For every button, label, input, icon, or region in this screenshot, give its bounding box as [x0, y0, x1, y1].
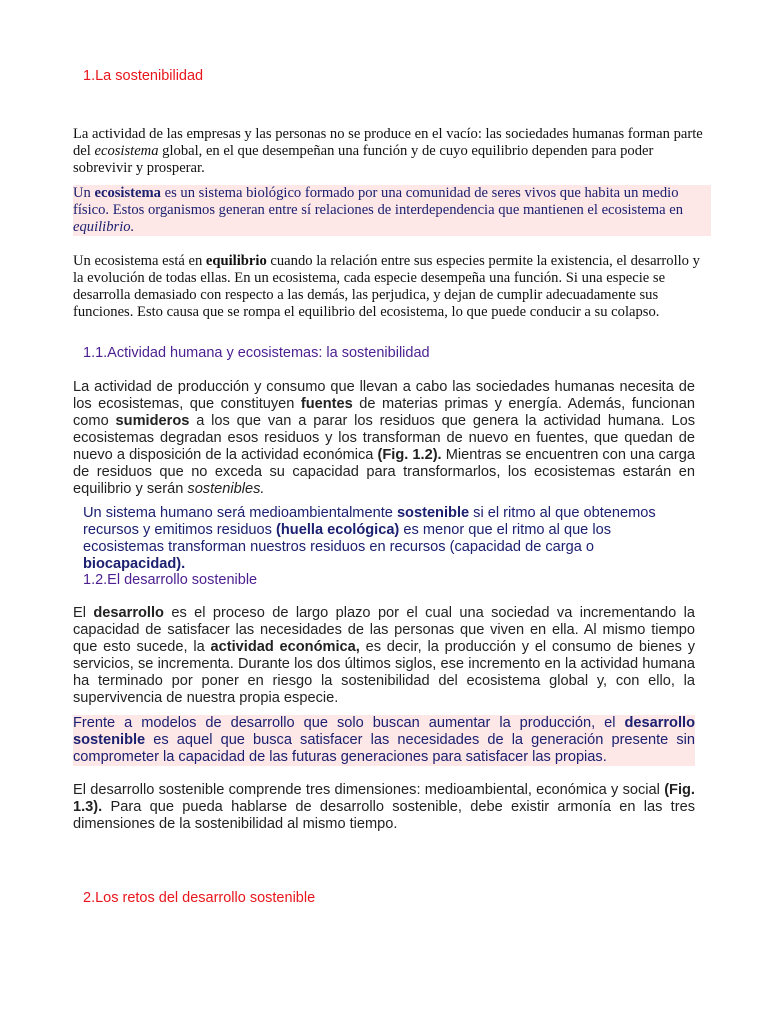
- highlight-sistema-sostenible: Un sistema humano será medioambientalmente sostenible si el ritmo al que obtenemos recursos y emitimos residuos (huella ecológica) es menor que el ritmo al que los ecosistemas transforman nuestros residuos en recursos (capacidad de carga o biocapacidad).: [83, 505, 656, 572]
- paragraph-intro: La actividad de las empresas y las personas no se produce en el vacío: las sociedades humanas forman parte del ecosistema global, en el que desempeñan una función y de cuyo equilibrio dependen para poder sobrevivir y prosperar.: [73, 126, 703, 176]
- highlight-definition-ecosistema: Un ecosistema es un sistema biológico formado por una comunidad de seres vivos que habita un medio físico. Estos organismos generan entre sí relaciones de interdependencia que mantienen el ecosistema en equilibrio.: [73, 185, 711, 236]
- paragraph-desarrollo: El desarrollo es el proceso de largo plazo por el cual una sociedad va incrementando la capacidad de satisfacer las necesidades de las personas que viven en ella. Al mismo tiempo que esto sucede, la actividad económica, es decir, la producción y el consumo de bienes y servicios, se incrementa. Durante los dos últimos siglos, ese incremento en la actividad humana ha terminado por poner en riesgo la sostenibilidad del ecosistema global y, con ello, la supervivencia de nuestra propia especie.: [73, 605, 696, 706]
- paragraph-equilibrio: Un ecosistema está en equilibrio cuando la relación entre sus especies permite la existencia, el desarrollo y la evolución de todas ellas. En un ecosistema, cada especie desempeña una función. Si una especie se desarrolla demasiado con respecto a las demás, las perjudica, y dejan de cumplir adecuadamente sus funciones. Esto causa que se rompa el equilibrio del ecosistema, lo que puede conducir a su colapso.: [73, 253, 700, 320]
- heading-actividad-humana: 1.1.Actividad humana y ecosistemas: la sostenibilidad: [83, 345, 430, 361]
- heading-la-sostenibilidad: 1.La sostenibilidad: [83, 68, 204, 84]
- highlight-definicion-desarrollo-sostenible: Frente a modelos de desarrollo que solo buscan aumentar la producción, el desarrollo sostenible es aquel que busca satisfacer las necesidades de la generación presente sin comprometer la capacidad de las futuras generaciones para satisfacer las propias.: [73, 715, 695, 765]
- heading-desarrollo-sostenible: 1.2.El desarrollo sostenible: [83, 572, 258, 588]
- heading-retos-desarrollo-sostenible: 2.Los retos del desarrollo sostenible: [83, 890, 316, 906]
- paragraph-tres-dimensiones: El desarrollo sostenible comprende tres dimensiones: medioambiental, económica y social (Fig. 1.3). Para que pueda hablarse de desarrollo sostenible, debe existir armonía en las tres dimensiones de la sostenibilidad al mismo tiempo.: [73, 782, 695, 832]
- paragraph-actividad-produccion: La actividad de producción y consumo que llevan a cabo las sociedades humanas necesita de los ecosistemas, que constituyen fuentes de materias primas y energía. Además, funcionan como sumideros a los que van a parar los residuos que genera la actividad humana. Los ecosistemas degradan esos residuos y los transforman de nuevo en fuentes, que quedan de nuevo a disposición de la actividad económica (Fig. 1.2). Mientras se encuentren con una carga de residuos que no exceda su capacidad para transformarlos, los ecosistemas estarán en equilibrio y serán sostenibles.: [73, 379, 695, 497]
